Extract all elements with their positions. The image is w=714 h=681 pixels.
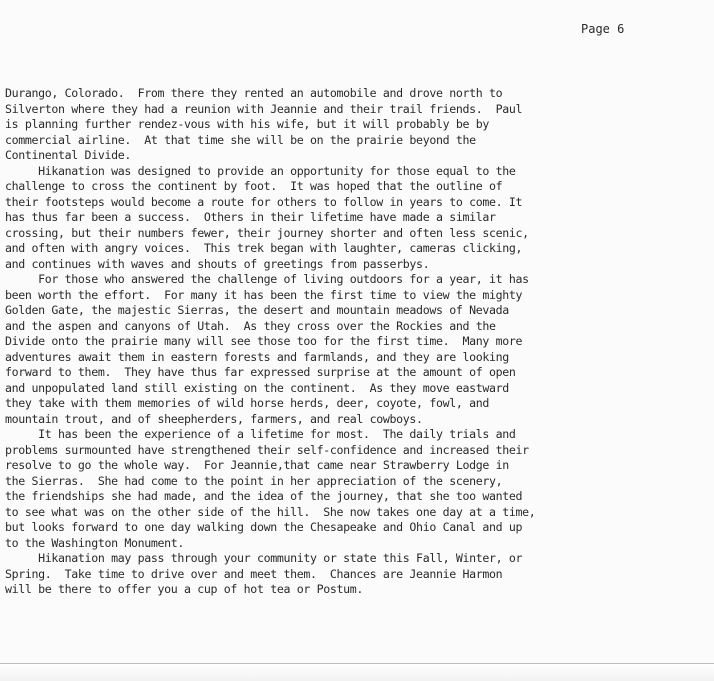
text-line: Durango, Colorado. From there they rented an automobile and drove north to [5,86,503,100]
text-line: to the Washington Monument. [5,535,185,550]
text-line: been worth the effort. For many it has been the first time to view the mighty [5,287,523,302]
text-line: resolve to go the whole way. For Jeannie,that came near Strawberry Lodge in [5,458,509,472]
page-number: Page 6 [581,22,625,36]
page-fold-edge [0,663,714,681]
text-line: Divide onto the prairie many will see those too for the first time. Many more [5,334,523,348]
text-line: the Sierras. She had come to the point in her appreciation of the scenery, [5,473,503,488]
text-line: forward to them. They have thus far expressed surprise at the amount of open [5,365,516,379]
text-line: Hikanation may pass through your community or state this Fall, Winter, or [5,551,523,565]
text-line: Spring. Take time to drive over and meet them. Chances are Jeannie Harmon [5,566,503,581]
text-line: For those who answered the challenge of living outdoors for a year, it has [5,272,529,286]
text-line: but looks forward to one day walking down the Chesapeake and Ohio Canal and up [5,520,523,534]
text-line: problems surmounted have strengthened their self-confidence and increased their [5,442,529,457]
text-line: Golden Gate, the majestic Sierras, the desert and mountain meadows of Nevada [5,303,509,317]
text-line: and continues with waves and shouts of greetings from passerbys. [5,256,430,271]
text-line: adventures await them in eastern forests and farmlands, and they are looking [5,349,509,364]
text-line: Continental Divide. [5,148,131,162]
text-line: challenge to cross the continent by foot. It was hoped that the outline of [5,179,503,193]
text-line: and often with angry voices. This trek began with laughter, cameras clicking, [5,241,523,255]
text-line: and unpopulated land still existing on the continent. As they move eastward [5,380,509,395]
text-line: has thus far been a success. Others in their lifetime have made a similar [5,210,496,224]
text-line: and the aspen and canyons of Utah. As they cross over the Rockies and the [5,318,496,333]
text-line: will be there to offer you a cup of hot tea or Postum. [5,582,364,596]
text-line: is planning further rendez-vous with his wife, but it will probably be by [5,117,489,131]
text-line: to see what was on the other side of the hill. She now takes one day at a time, [5,504,536,519]
text-line: crossing, but their numbers fewer, their journey shorter and often less scenic, [5,225,529,240]
text-line: their footsteps would become a route for others to follow in years to come. It [5,194,523,209]
text-line: It has been the experience of a lifetime for most. The daily trials and [5,427,516,441]
body-text [5,86,710,598]
text-line: they take with them memories of wild horse herds, deer, coyote, fowl, and [5,396,489,410]
text-line: Silverton where they had a reunion with Jeannie and their trail friends. Paul [5,101,523,116]
text-line: commercial airline. At that time she will be on the prairie beyond the [5,132,476,147]
text-line: mountain trout, and of sheepherders, farmers, and real cowboys. [5,411,423,426]
text-line: the friendships she had made, and the idea of the journey, that she too wanted [5,489,523,503]
text-line: Hikanation was designed to provide an opportunity for those equal to the [5,163,516,178]
